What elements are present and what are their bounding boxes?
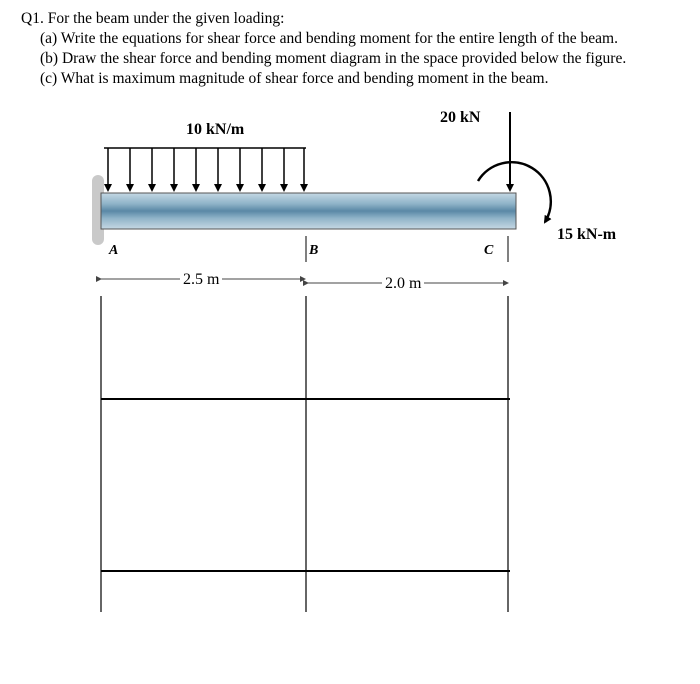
point-a-label: A	[109, 243, 119, 258]
diagram-grid	[101, 296, 510, 612]
point-load-label: 20 kN	[440, 109, 481, 126]
question-title: Q1. For the beam under the given loading:	[21, 10, 285, 27]
question-part-a: (a) Write the equations for shear force and bending moment for the entire length of the beam.	[40, 30, 618, 47]
distributed-load-label: 10 kN/m	[186, 121, 245, 138]
question-part-c: (c) What is maximum magnitude of shear force and bending moment in the beam.	[40, 70, 549, 87]
point-c-label: C	[484, 243, 494, 258]
span-bc-label: 2.0 m	[382, 275, 424, 293]
point-b-label: B	[309, 243, 319, 258]
question-part-b: (b) Draw the shear force and bending moment diagram in the space provided below the figure.	[40, 50, 627, 67]
moment-label: 15 kN-m	[557, 226, 617, 243]
span-ab-label: 2.5 m	[180, 271, 222, 289]
beam	[101, 193, 516, 229]
distributed-load	[104, 148, 306, 190]
